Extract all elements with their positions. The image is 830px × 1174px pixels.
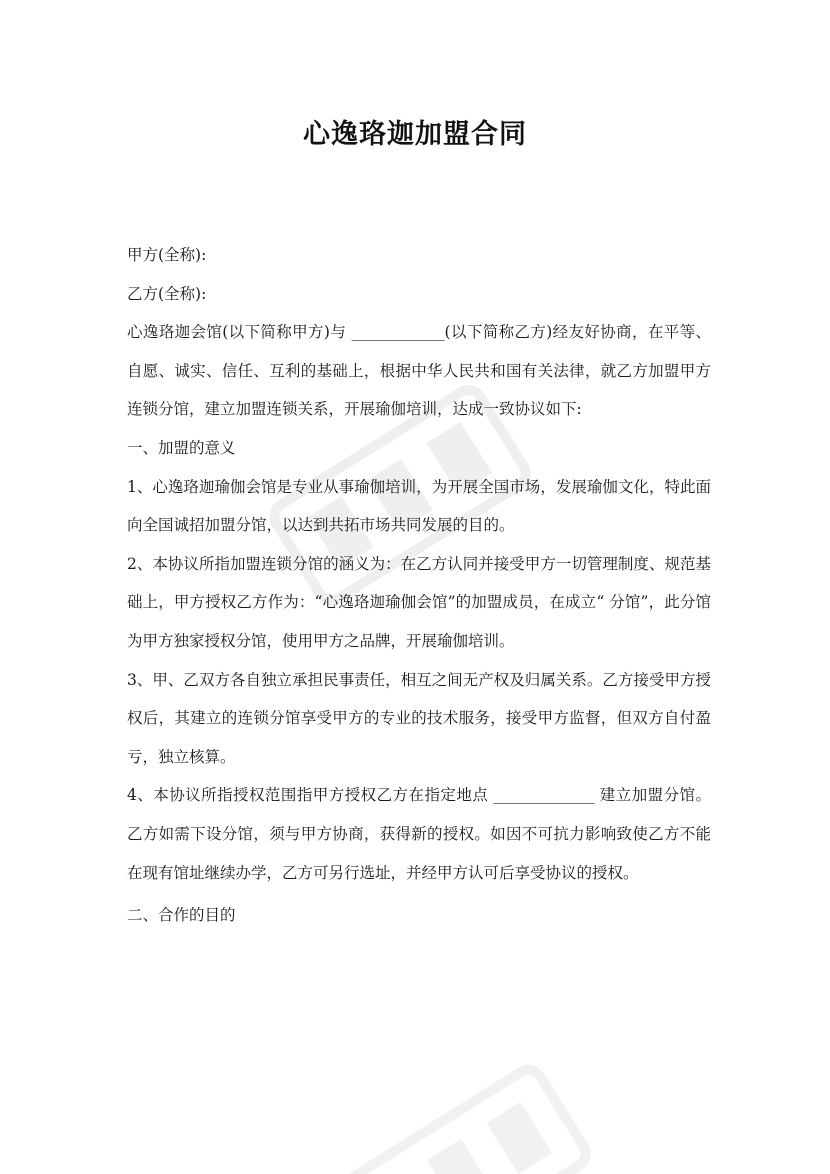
document-body <box>127 236 711 935</box>
section-heading: 一、加盟的意义 <box>127 438 236 457</box>
document-title: 心逸珞迦加盟合同 <box>303 119 527 150</box>
clause-paragraph: 3、甲、乙双方各自独立承担民事责任，相互之间无产权及归属关系。乙方接受甲方授权后，其建立的连锁分馆享受甲方的专业的技术服务，接受甲方监督，但双方自付盈亏，独立核算。 <box>127 670 711 766</box>
watermark-icon <box>310 1043 610 1174</box>
clause-paragraph: 2、本协议所指加盟连锁分馆的涵义为：在乙方认同并接受甲方一切管理制度、规范基础上，甲方授权乙方作为：“心逸珞迦瑜伽会馆”的加盟成员，在成立“ 分馆”，此分馆为甲方独家授权分馆，使用甲方之品牌，开展瑜伽培训。 <box>127 554 711 650</box>
clause-paragraph: 1、心逸珞迦瑜伽会馆是专业从事瑜伽培训，为开展全国市场，发展瑜伽文化，特此面向全国诚招加盟分馆，以达到共拓市场共同发展的目的。 <box>127 477 711 535</box>
party-a-line: 甲方(全称): <box>127 246 207 264</box>
party-b-line: 乙方(全称): <box>127 284 207 303</box>
preamble-paragraph: 心逸珞迦会馆(以下简称甲方)与 ____________(以下简称乙方)经友好协商，在平等、自愿、诚实、信任、互利的基础上，根据中华人民共和国有关法律，就乙方加盟甲方连锁分馆，建立加盟连锁关系，开展瑜伽培训，达成一致协议如下: <box>127 323 711 419</box>
section-heading: 二、合作的目的 <box>127 906 236 925</box>
clause-paragraph: 4、本协议所指授权范围指甲方授权乙方在指定地点 _____________ 建立加盟分馆。乙方如需下设分馆，须与甲方协商，获得新的授权。如因不可抗力影响致使乙方不能在现有馆址继续办学，乙方可另行选址，并经甲方认可后享受协议的授权。 <box>127 786 711 882</box>
